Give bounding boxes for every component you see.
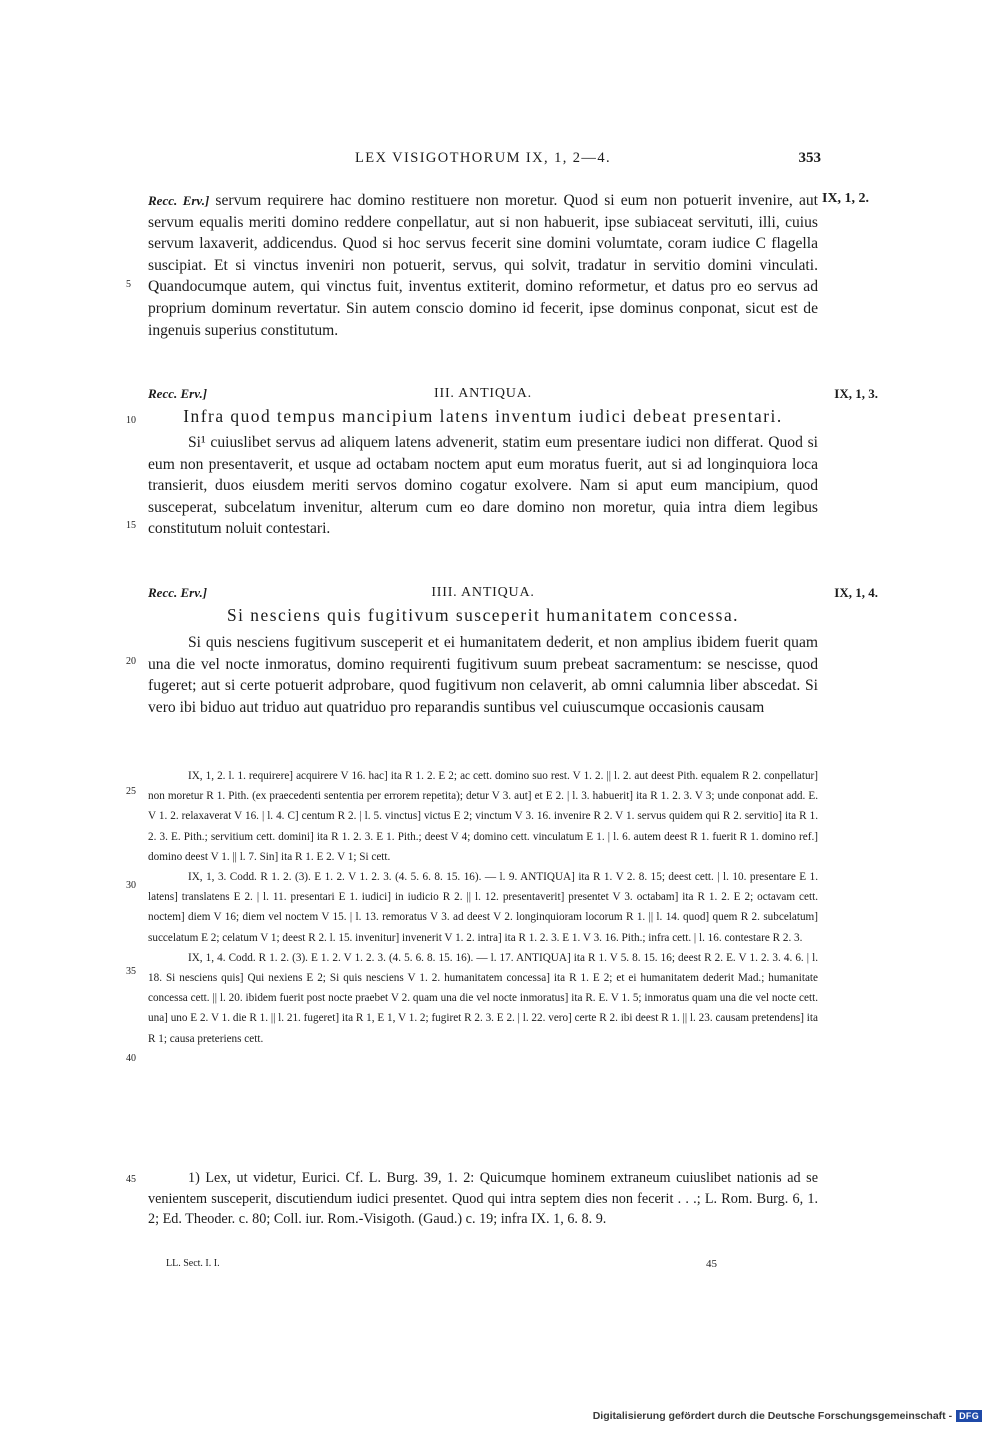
law-text: servum requirere hac domino restituere non moretur. Quod si eum non potuerit invenire, aut servum equalis meriti domino reddere conpellatur, aut si non habuerit, ipse subiaceat servituti, illi, cuius servum laxaverit, addicendus. Quod si hoc servus fecerit sine domini volumtate, coram iudice C flagella suscipiat. Et si vinctus inveniri non potuerit, servus, qui solvit, tradatur in servitio domini vinculati. Quandocumque autem, qui vinctus fuit, inventus extiterit, domino reformetur, et datus pro eo servus ad proprium dominum revertatur. Sin autem conscio domino id fecerit, ipse dominus conponat, sicut est de ingenuis superius constitutum. [148, 192, 818, 339]
dfg-logo-icon: DFG [956, 1410, 982, 1422]
rubric-ix-1-4: Si nesciens quis fugitivum susceperit humanitatem concessa. [226, 605, 740, 625]
recension-label: Recc. Erv.] [148, 193, 210, 208]
apparatus-entry: IX, 1, 4. Codd. R 1. 2. (3). E 1. 2. V 1. 2. 3. (4. 5. 6. 8. 15. 16). — l. 17. ANTIQUA] ita R 1. V 5. 8. 15. 16; deest R 2. E. V 1. 2. 3. 4. 6. | l. 18. Si nesciens quis] Qui nexiens E 2; Si quis nesciens V 1. 2. humanitatem concessa] ita R 1. E 2; et ei humanitatem dederit Mad.; humanitate concessa cett. || l. 20. ibidem fuerit post nocte praebet V 2. quam una die vel nocte inmoratus] ita R. E. V 1. 5; inmoratus quam una die vel nocte cett. una] uno E 2. V 1. die R 1. || l. 21. fugeret] ita R 1, E 1, V 1. 2; fugiret R 2. 3. E 2. | l. 22. vero] certe R 2. ibi deest R 1. || l. 23. causam pretendens] ita R 1; causa preteriens cett. [148, 951, 818, 1045]
gathering-number: 45 [706, 1258, 717, 1270]
section-ix-1-3-body [148, 432, 818, 540]
law-text: Si quis nesciens fugitivum susceperit et ei humanitatem dederit, et non amplius ibidem fuerit quam una die vel nocte inmoratus, domino requirenti fugitivum suum prebeat sacramentum: se nescisse, quod fugeret; aut si certe potuerit adprobare, quod fugitivum non celaverit, ab omni calumnia liber abscedat. Si vero ibi biduo aut triduo aut quatriduo pro reparandis suntibus vel cuiuscumque occasionis causam [148, 634, 818, 716]
critical-apparatus [148, 766, 818, 1049]
law-text: Si¹ cuiuslibet servus ad aliquem latens advenerit, statim eum presentare iudici non differat. Quod si eum non presentaverit, et usque ad octabam noctem aput eum moratus fuerit, aut si ad longinquiora loca transierit, duos eiusdem meriti servos domino cogatur exolvere. Nam si aput eum mancipium, quod susceperat, subcelatum invenitur, alterum cum eo dare domino non moretur, quia intra diem legibus constitutum noluit contestari. [148, 434, 818, 538]
section-heading-iii [148, 386, 878, 406]
line-number: 25 [126, 786, 136, 797]
line-number: 45 [126, 1174, 136, 1185]
section-heading-iiii [148, 585, 878, 605]
chapter-title: III. ANTIQUA. [434, 386, 532, 401]
credit-text: Digitalisierung gefördert durch die Deutsche Forschungsgemeinschaft - [592, 1410, 953, 1422]
digitization-credit [593, 1410, 982, 1422]
line-number: 20 [126, 656, 136, 667]
line-number: 35 [126, 966, 136, 977]
recension-label: Recc. Erv.] [148, 585, 208, 600]
line-number: 40 [126, 1053, 136, 1064]
line-number: 5 [126, 279, 131, 290]
recension-label: Recc. Erv.] [148, 386, 208, 401]
line-number: 15 [126, 520, 136, 531]
footnotes [148, 1168, 818, 1230]
section-ix-1-2-body [148, 190, 818, 341]
margin-ref-ix-1-3: IX, 1, 3. [834, 386, 878, 401]
apparatus-entry: IX, 1, 3. Codd. R 1. 2. (3). E 1. 2. V 1. 2. 3. (4. 5. 6. 8. 15. 16). — l. 9. ANTIQUA] ita R 1. V 2. 8. 15; deest cett. | l. 10. presentare E 1. latens] translatens E 2. | l. 11. presentari E 1. iudici] in iudicio R 2. || l. 12. presentaverit] presentet V 3. octabam] ita R 1. 2. E 2; octavam cett. noctem] diem V 16; diem vel noctem V 15. | l. 13. remoratus V 3. ad deest V 2. longinquioram locorum R 1. || l. 14. quod] quem R 2. subcelatum] succelatum E 2; celatum V 1; deest R 2. l. 15. invenitur] invenerit V 1. 2. intra] ita R 1. 2. 3. E 1. V 3. 16. Pith.; infra cett. | l. 16. contestare R 2. 3. [148, 871, 818, 944]
margin-ref-ix-1-4: IX, 1, 4. [834, 585, 878, 600]
section-ix-1-4-body [148, 632, 818, 718]
line-number: 10 [126, 415, 136, 426]
chapter-title: IIII. ANTIQUA. [431, 585, 535, 600]
printer-signature: LL. Sect. I. I. [166, 1258, 220, 1269]
rubric-ix-1-3: Infra quod tempus mancipium latens inventum iudici debeat presentari. [183, 406, 783, 426]
margin-ref-ix-1-2: IX, 1, 2. [822, 191, 870, 206]
footnote-1: 1) Lex, ut videtur, Eurici. Cf. L. Burg. 39, 1. 2: Quicumque hominem extraneum cuiuslibet nationis ad se venientem susceperit, discutiendum iudici presentet. Quod qui intra septem dies non fecerit . . .; L. Rom. Burg. 6, 1. 2; Ed. Theoder. c. 80; Coll. iur. Rom.-Visigoth. (Gaud.) c. 19; infra IX. 1, 6. 8. 9. [148, 1170, 818, 1227]
running-title: LEX VISIGOTHORUM IX, 1, 2—4. [354, 150, 612, 166]
apparatus-entry: IX, 1, 2. l. 1. requirere] acquirere V 16. hac] ita R 1. 2. E 2; ac cett. domino suo rest. V 1. 2. || l. 2. aut deest Pith. equalem R 2. conpellatur] non moretur R 1. Pith. (ex praecedenti sententia per errorem repetita); detur V 3. aut] et E 2. | l. 3. habuerit] ita R 1. 2. 3. V 3; unde conponat add. E. V 1. 2. relaxaverat V 16. | l. 4. C] centum R 2. | l. 5. vinctus] victus E 2; vinctum V 3. 16. invenire R 2. V 1. servus quidem qui R 2. servitio] ita R 1. 2. 3. E. Pith.; servitium cett. domini] ita R 1. 2. 3. E 1. Pith.; deest V 4; domino cett. vinculatum E 1. | l. 6. autem deest R 1. fuerit R 1. domino ref.] domino deest V 1. || l. 7. Sin] ita R 1. E 2. V 1; Si cett. [148, 770, 818, 863]
page-number: 353 [798, 150, 821, 166]
line-number: 30 [126, 880, 136, 891]
